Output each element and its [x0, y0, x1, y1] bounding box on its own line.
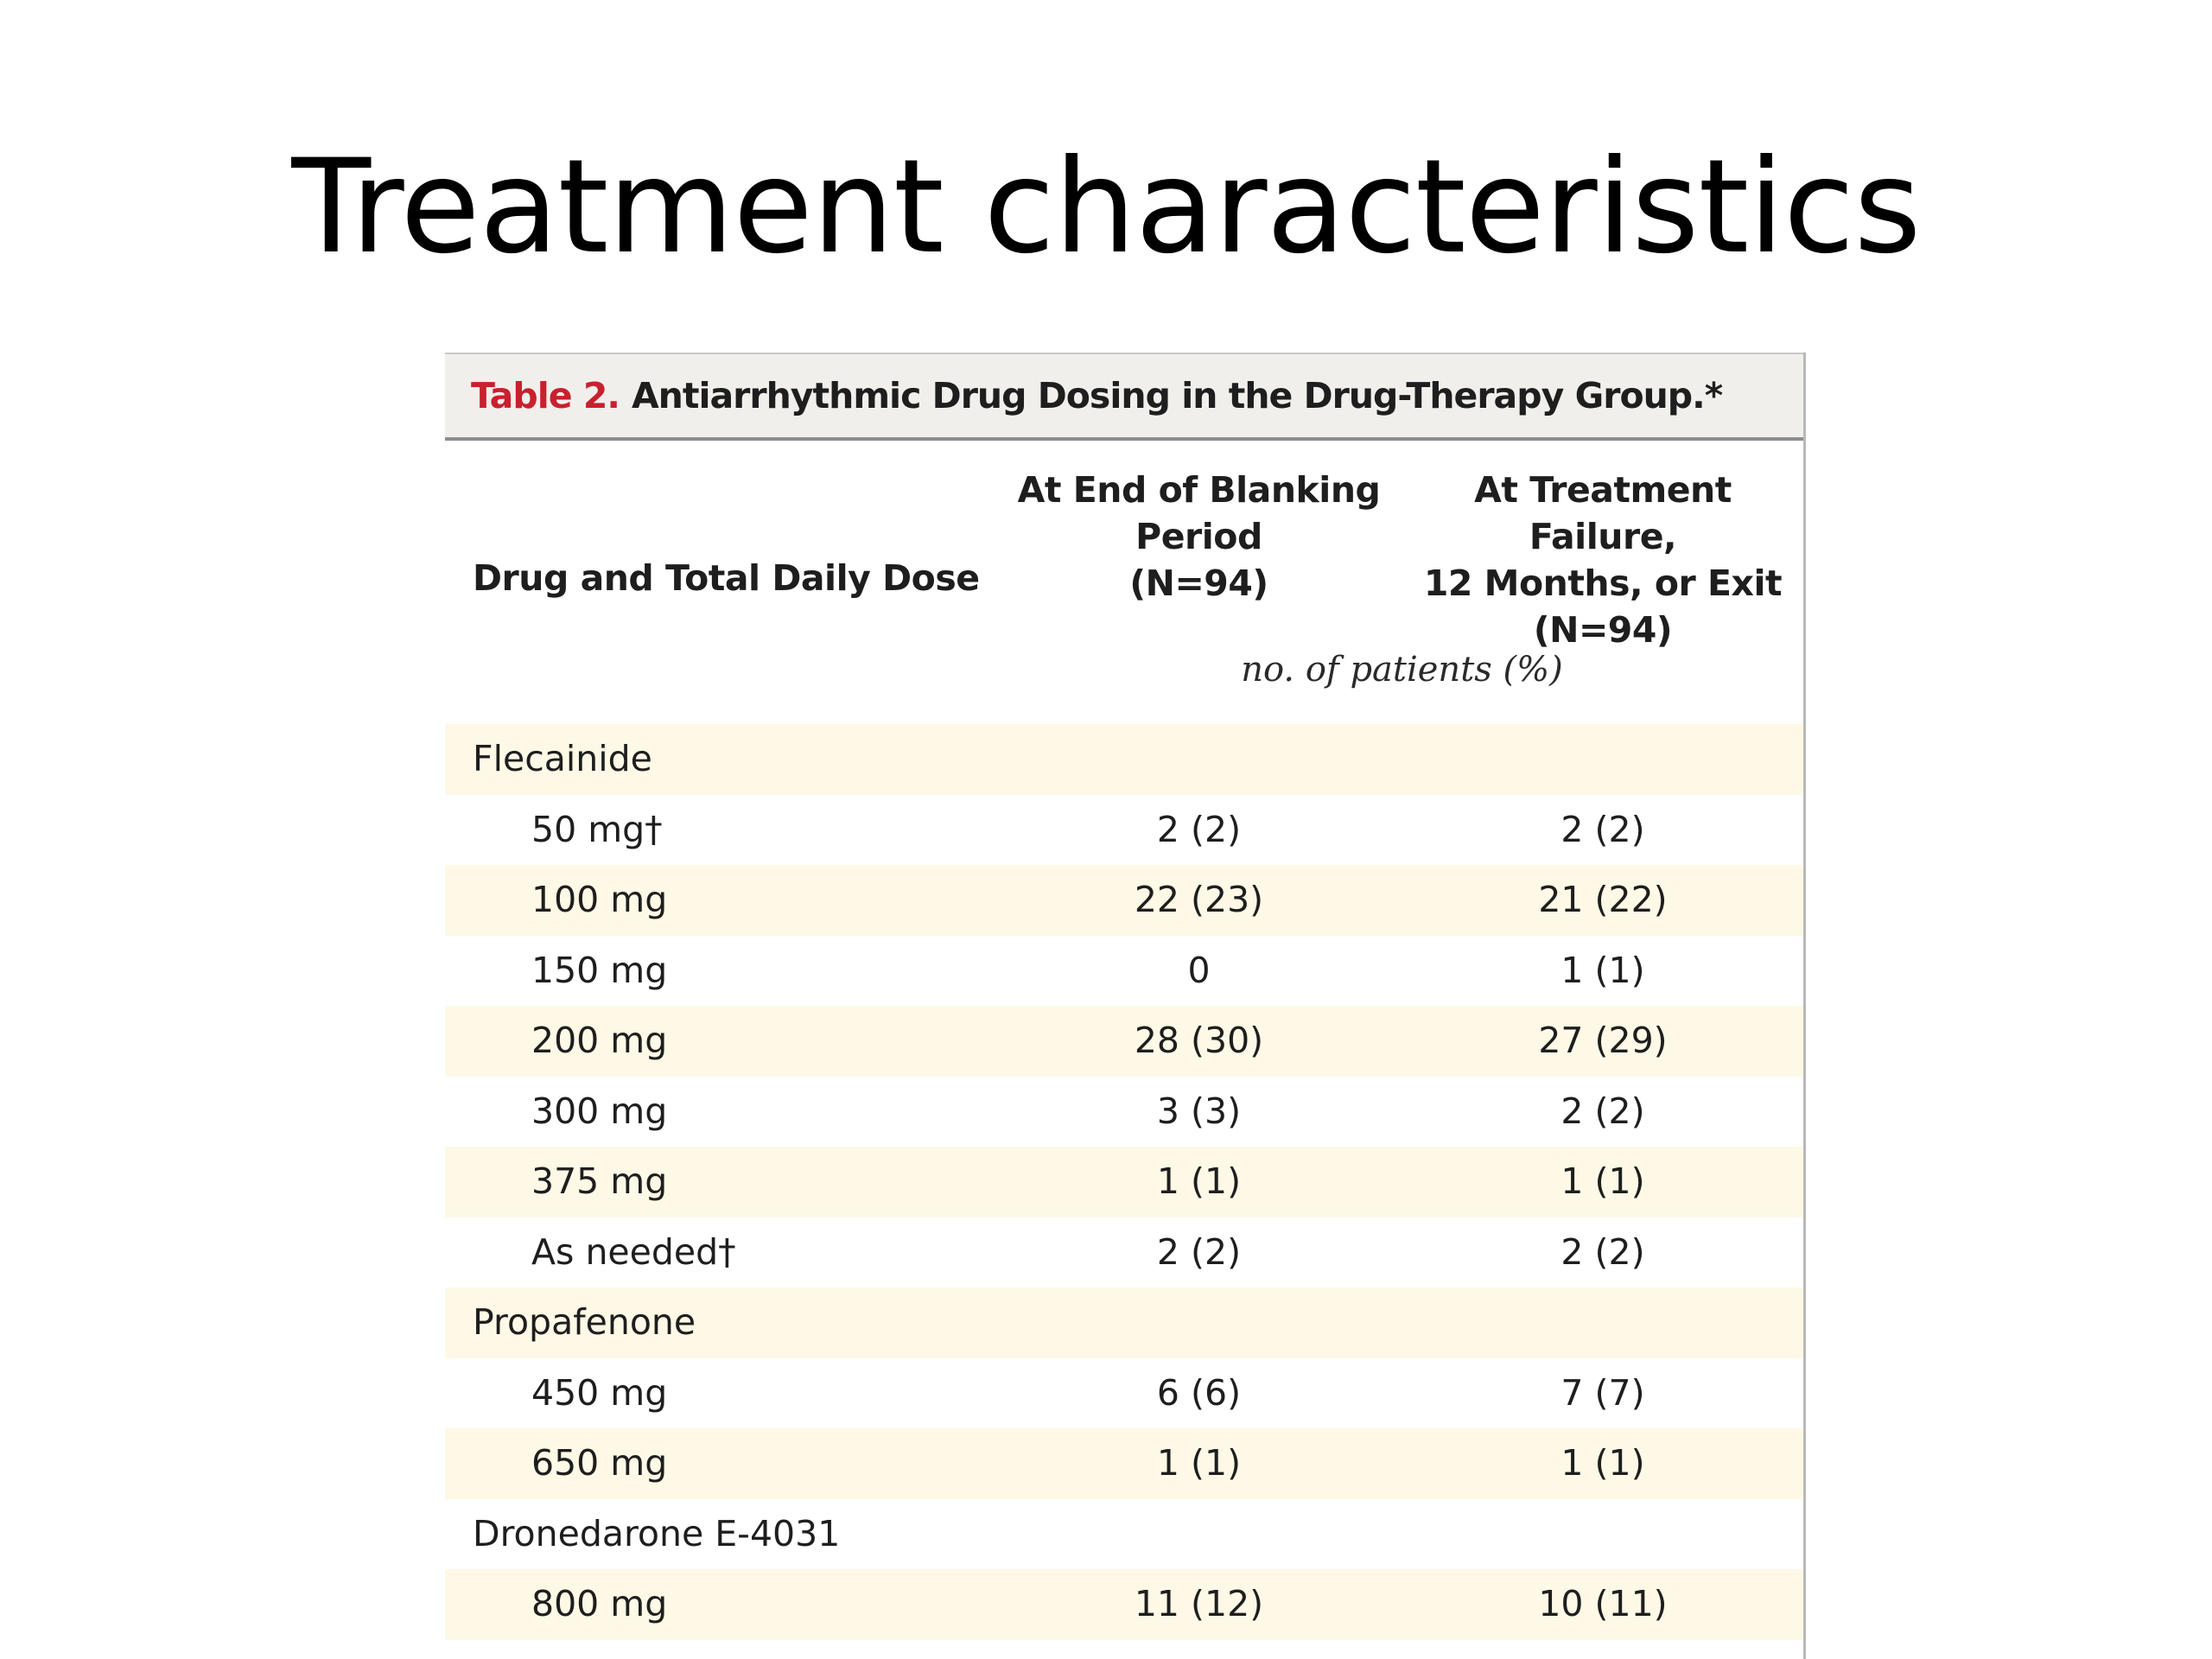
slide-title: Treatment characteristics — [291, 132, 1921, 283]
row-value-failure: 2 (2) — [1560, 808, 1645, 850]
row-label: Dronedarone E-4031 — [473, 1512, 841, 1554]
table-row — [445, 795, 1803, 866]
row-value-blanking: 28 (30) — [1134, 1020, 1264, 1061]
header-col-failure-line1: At Treatment Failure, — [1474, 469, 1732, 557]
table-row — [445, 1569, 1803, 1640]
units-label: no. of patients (%) — [1241, 650, 1563, 690]
row-label: 200 mg — [531, 1020, 668, 1061]
header-col-failure-line2: 12 Months, or Exit — [1423, 563, 1783, 604]
table-header — [445, 441, 1803, 651]
header-col-failure-line3: (N=94) — [1533, 609, 1673, 651]
table-row — [445, 936, 1803, 1007]
row-label: 50 mg† — [531, 808, 663, 850]
row-value-failure — [1400, 1499, 1806, 1570]
row-value-blanking: 2 (2) — [1156, 1230, 1242, 1273]
header-stub: Drug and Total Daily Dose — [473, 557, 980, 599]
row-label: 450 mg — [531, 1371, 668, 1414]
row-value-blanking: 0 — [1187, 949, 1211, 991]
row-value-failure: 1 (1) — [1560, 949, 1645, 991]
table-row — [445, 1428, 1803, 1499]
row-value-failure: 27 (29) — [1538, 1020, 1668, 1061]
row-value-blanking: 3 (3) — [1156, 1090, 1242, 1132]
table-row — [445, 1006, 1803, 1077]
table-row — [445, 1217, 1803, 1288]
row-label: 300 mg — [531, 1090, 668, 1132]
table-row — [445, 1147, 1803, 1217]
table-caption — [445, 353, 1803, 441]
row-label: 150 mg — [531, 949, 668, 991]
row-label: Flecainide — [473, 738, 652, 779]
row-value-failure: 10 (11) — [1538, 1583, 1668, 1624]
table-title: Antiarrhythmic Drug Dosing in the Drug-Therapy Group.* — [631, 375, 1723, 416]
table-row — [445, 1358, 1803, 1429]
header-col-failure — [1400, 467, 1806, 653]
table-row — [445, 865, 1803, 936]
row-value-failure: 2 (2) — [1560, 1090, 1645, 1132]
row-label: Propafenone — [473, 1301, 696, 1343]
table-number: Table 2. — [471, 375, 620, 416]
row-value-failure: 1 (1) — [1560, 1160, 1645, 1202]
header-col-blanking-line2: Period — [1135, 516, 1262, 557]
row-value-blanking — [998, 724, 1400, 795]
units-row — [445, 631, 1803, 724]
header-col-blanking-line3: (N=94) — [1129, 563, 1268, 604]
row-value-blanking — [998, 1499, 1400, 1570]
row-label: 375 mg — [531, 1160, 668, 1202]
row-value-failure: 7 (7) — [1560, 1371, 1645, 1414]
row-label: 100 mg — [531, 879, 668, 920]
table-row — [445, 1287, 1803, 1358]
row-value-failure: 1 (1) — [1560, 1442, 1645, 1484]
table-row — [445, 1077, 1803, 1147]
table-row — [445, 1499, 1803, 1570]
row-value-blanking: 22 (23) — [1134, 879, 1264, 920]
row-label: 650 mg — [531, 1442, 668, 1484]
row-label: As needed† — [531, 1230, 736, 1273]
row-value-blanking: 6 (6) — [1156, 1371, 1242, 1414]
row-value-blanking: 1 (1) — [1156, 1442, 1242, 1484]
row-value-failure: 2 (2) — [1560, 1230, 1645, 1273]
table-row — [445, 724, 1803, 795]
header-col-blanking — [998, 467, 1400, 607]
row-value-failure — [1400, 1287, 1806, 1358]
row-value-failure — [1400, 724, 1806, 795]
row-value-failure: 21 (22) — [1538, 879, 1668, 920]
header-col-blanking-line1: At End of Blanking — [1017, 469, 1381, 511]
row-value-blanking: 1 (1) — [1156, 1160, 1242, 1202]
row-value-blanking: 11 (12) — [1134, 1583, 1264, 1624]
row-value-blanking: 2 (2) — [1156, 808, 1242, 850]
row-value-blanking — [998, 1287, 1400, 1358]
dosing-table — [445, 353, 1806, 1659]
row-label: 800 mg — [531, 1583, 668, 1624]
